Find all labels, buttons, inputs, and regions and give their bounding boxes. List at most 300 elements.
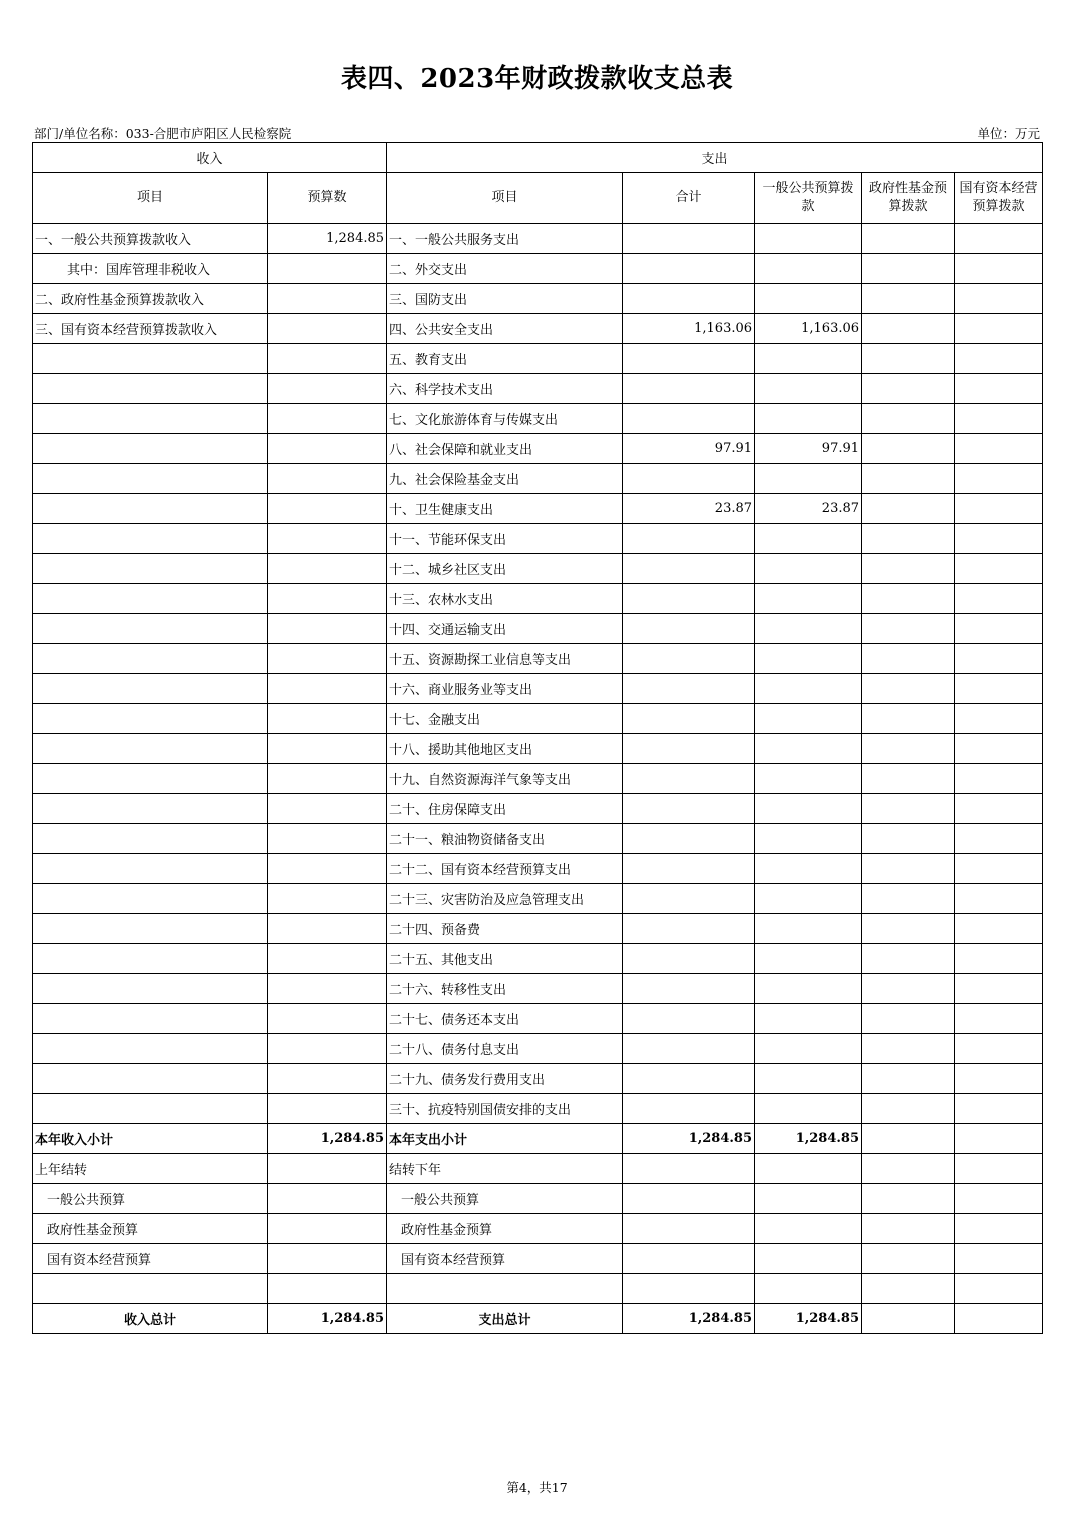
expense-item-header: 项目	[387, 173, 623, 224]
total-cell: 97.91	[623, 434, 755, 464]
carryover-gp-value	[755, 1214, 862, 1244]
income-value-cell	[268, 494, 387, 524]
income-value-cell	[268, 584, 387, 614]
state-capital-cell	[955, 614, 1043, 644]
state-capital-cell	[955, 644, 1043, 674]
income-item-cell	[33, 974, 268, 1004]
table-row	[33, 644, 1043, 674]
income-value-cell	[268, 674, 387, 704]
carryover-sc-value	[955, 1214, 1043, 1244]
total-cell	[623, 1034, 755, 1064]
income-item-cell	[33, 584, 268, 614]
gov-fund-cell	[862, 764, 955, 794]
income-item-cell	[33, 404, 268, 434]
general-public-cell	[755, 854, 862, 884]
table-row	[33, 734, 1043, 764]
general-public-cell	[755, 1004, 862, 1034]
total-cell	[623, 644, 755, 674]
income-item-cell	[33, 644, 268, 674]
table-row	[33, 854, 1043, 884]
expense-item-cell: 四、公共安全支出	[387, 314, 623, 344]
carryover-gp-value	[755, 1154, 862, 1184]
state-capital-cell	[955, 884, 1043, 914]
gov-fund-grand-total-value	[862, 1304, 955, 1334]
income-item-cell	[33, 794, 268, 824]
general-public-grand-total-value: 1,284.85	[755, 1304, 862, 1334]
general-public-cell	[755, 1064, 862, 1094]
general-public-cell	[755, 824, 862, 854]
table-row	[33, 404, 1043, 434]
income-item-cell	[33, 1034, 268, 1064]
total-cell	[623, 884, 755, 914]
state-capital-cell	[955, 1094, 1043, 1124]
carryover-income-label: 一般公共预算	[33, 1184, 268, 1214]
state-capital-cell	[955, 464, 1043, 494]
income-value-cell	[268, 464, 387, 494]
expense-item-cell: 十八、援助其他地区支出	[387, 734, 623, 764]
expense-item-cell: 十二、城乡社区支出	[387, 554, 623, 584]
gov-fund-cell	[862, 944, 955, 974]
state-capital-cell	[955, 854, 1043, 884]
table-row	[33, 224, 1043, 254]
general-public-cell	[755, 344, 862, 374]
blank-cell	[268, 1274, 387, 1304]
income-value-cell	[268, 614, 387, 644]
carry-row	[33, 1244, 1043, 1274]
total-cell	[623, 524, 755, 554]
table-row	[33, 1094, 1043, 1124]
income-grand-total-value: 1,284.85	[268, 1304, 387, 1334]
state-capital-cell	[955, 824, 1043, 854]
state-capital-cell	[955, 314, 1043, 344]
gov-fund-cell	[862, 614, 955, 644]
income-budget-header: 预算数	[268, 173, 387, 224]
state-capital-cell	[955, 284, 1043, 314]
total-cell	[623, 344, 755, 374]
carryover-income-label: 上年结转	[33, 1154, 268, 1184]
general-public-cell	[755, 284, 862, 314]
carryover-total-value	[623, 1214, 755, 1244]
income-value-cell	[268, 1094, 387, 1124]
state-capital-cell	[955, 674, 1043, 704]
expense-item-cell: 二十六、转移性支出	[387, 974, 623, 1004]
blank-cell	[33, 1274, 268, 1304]
gov-fund-cell	[862, 404, 955, 434]
general-public-cell	[755, 404, 862, 434]
income-item-cell	[33, 1094, 268, 1124]
total-cell	[623, 554, 755, 584]
gov-fund-cell	[862, 524, 955, 554]
gov-fund-cell	[862, 884, 955, 914]
expense-item-cell: 二十九、债务发行费用支出	[387, 1064, 623, 1094]
carryover-sc-value	[955, 1244, 1043, 1274]
expense-item-cell: 三、国防支出	[387, 284, 623, 314]
state-capital-cell	[955, 794, 1043, 824]
gov-fund-cell	[862, 464, 955, 494]
expense-item-cell: 十六、商业服务业等支出	[387, 674, 623, 704]
gov-fund-cell	[862, 344, 955, 374]
general-public-cell	[755, 1094, 862, 1124]
income-value-cell	[268, 854, 387, 884]
income-item-cell	[33, 674, 268, 704]
income-item-header: 项目	[33, 173, 268, 224]
income-item-cell	[33, 524, 268, 554]
page-title: 表四、2023年财政拨款收支总表	[340, 64, 734, 94]
table-row	[33, 1064, 1043, 1094]
state-capital-cell	[955, 434, 1043, 464]
gov-fund-cell	[862, 1004, 955, 1034]
carry-row	[33, 1184, 1043, 1214]
expense-item-cell: 十七、金融支出	[387, 704, 623, 734]
unit-label: 单位：万元	[977, 126, 1040, 141]
carryover-gf-value	[862, 1244, 955, 1274]
carryover-expense-label: 结转下年	[387, 1154, 623, 1184]
total-cell	[623, 284, 755, 314]
income-item-cell	[33, 704, 268, 734]
carryover-gf-value	[862, 1214, 955, 1244]
blank-cell	[755, 1274, 862, 1304]
table-row	[33, 1034, 1043, 1064]
general-public-cell	[755, 734, 862, 764]
carryover-income-value	[268, 1184, 387, 1214]
gov-fund-cell	[862, 554, 955, 584]
income-item-cell: 一、一般公共预算拨款收入	[33, 224, 268, 254]
total-cell	[623, 1094, 755, 1124]
total-grand-total-value: 1,284.85	[623, 1304, 755, 1334]
blank-row	[33, 1274, 1043, 1304]
income-subtotal-label: 本年收入小计	[33, 1124, 268, 1154]
income-value-cell	[268, 824, 387, 854]
carryover-income-label: 国有资本经营预算	[33, 1244, 268, 1274]
expense-item-cell: 二十五、其他支出	[387, 944, 623, 974]
expense-item-cell: 二十、住房保障支出	[387, 794, 623, 824]
income-value-cell	[268, 884, 387, 914]
table-row	[33, 1004, 1043, 1034]
expense-item-cell: 三十、抗疫特别国债安排的支出	[387, 1094, 623, 1124]
state-capital-cell	[955, 1064, 1043, 1094]
income-item-cell	[33, 944, 268, 974]
expense-item-cell: 八、社会保障和就业支出	[387, 434, 623, 464]
total-cell	[623, 824, 755, 854]
state-capital-cell	[955, 344, 1043, 374]
blank-cell	[623, 1274, 755, 1304]
state-capital-cell	[955, 914, 1043, 944]
total-cell	[623, 1004, 755, 1034]
total-cell	[623, 764, 755, 794]
table-row	[33, 674, 1043, 704]
general-public-cell	[755, 254, 862, 284]
total-cell	[623, 584, 755, 614]
carryover-income-value	[268, 1214, 387, 1244]
table-row	[33, 314, 1043, 344]
total-cell: 23.87	[623, 494, 755, 524]
expense-item-cell: 二十一、粮油物资储备支出	[387, 824, 623, 854]
state-capital-cell	[955, 404, 1043, 434]
carry-row	[33, 1214, 1043, 1244]
general-public-cell	[755, 584, 862, 614]
state-capital-cell	[955, 584, 1043, 614]
header-row-1	[33, 143, 1043, 173]
grand-total-row	[33, 1304, 1043, 1334]
general-public-header: 一般公共预算拨款	[755, 173, 862, 224]
income-value-cell	[268, 554, 387, 584]
total-cell	[623, 704, 755, 734]
income-value-cell	[268, 314, 387, 344]
expense-item-cell: 七、文化旅游体育与传媒支出	[387, 404, 623, 434]
table-row	[33, 554, 1043, 584]
carryover-income-value	[268, 1154, 387, 1184]
income-item-cell	[33, 1004, 268, 1034]
income-value-cell	[268, 404, 387, 434]
total-cell	[623, 224, 755, 254]
general-public-cell	[755, 374, 862, 404]
income-item-cell	[33, 1064, 268, 1094]
state-capital-cell	[955, 764, 1043, 794]
state-capital-cell	[955, 734, 1043, 764]
total-cell	[623, 1064, 755, 1094]
total-cell	[623, 464, 755, 494]
gov-fund-cell	[862, 314, 955, 344]
carryover-income-label: 政府性基金预算	[33, 1214, 268, 1244]
income-item-cell	[33, 554, 268, 584]
table-row	[33, 464, 1043, 494]
carryover-total-value	[623, 1154, 755, 1184]
expense-item-cell: 十九、自然资源海洋气象等支出	[387, 764, 623, 794]
income-item-cell	[33, 914, 268, 944]
state-capital-cell	[955, 944, 1043, 974]
income-item-cell	[33, 344, 268, 374]
income-item-cell	[33, 764, 268, 794]
gov-fund-cell	[862, 824, 955, 854]
state-capital-cell	[955, 254, 1043, 284]
expense-item-cell: 二十三、灾害防治及应急管理支出	[387, 884, 623, 914]
gov-fund-cell	[862, 644, 955, 674]
general-public-cell	[755, 524, 862, 554]
general-public-cell	[755, 704, 862, 734]
expense-item-cell: 二十八、债务付息支出	[387, 1034, 623, 1064]
table-row	[33, 824, 1043, 854]
subtotal-row	[33, 1124, 1043, 1154]
budget-table	[32, 142, 1043, 1334]
carryover-total-value	[623, 1184, 755, 1214]
total-cell	[623, 614, 755, 644]
state-capital-subtotal-value	[955, 1124, 1043, 1154]
expense-item-cell: 十一、节能环保支出	[387, 524, 623, 554]
state-capital-cell	[955, 1034, 1043, 1064]
expense-item-cell: 一、一般公共服务支出	[387, 224, 623, 254]
income-item-cell	[33, 734, 268, 764]
general-public-subtotal-value: 1,284.85	[755, 1124, 862, 1154]
gov-fund-cell	[862, 674, 955, 704]
total-cell	[623, 974, 755, 1004]
income-value-cell	[268, 974, 387, 1004]
carryover-total-value	[623, 1244, 755, 1274]
state-capital-cell	[955, 554, 1043, 584]
state-capital-grand-total-value	[955, 1304, 1043, 1334]
carryover-income-value	[268, 1244, 387, 1274]
gov-fund-cell	[862, 914, 955, 944]
income-item-cell: 二、政府性基金预算拨款收入	[33, 284, 268, 314]
expense-item-cell: 二十四、预备费	[387, 914, 623, 944]
general-public-cell	[755, 1034, 862, 1064]
table-row	[33, 434, 1043, 464]
expense-item-cell: 十四、交通运输支出	[387, 614, 623, 644]
state-capital-cell	[955, 374, 1043, 404]
expense-item-cell: 十三、农林水支出	[387, 584, 623, 614]
carryover-gp-value	[755, 1184, 862, 1214]
expense-grand-total-label: 支出总计	[387, 1304, 623, 1334]
general-public-cell	[755, 224, 862, 254]
general-public-cell	[755, 974, 862, 1004]
income-value-cell	[268, 704, 387, 734]
income-item-cell	[33, 614, 268, 644]
total-cell	[623, 944, 755, 974]
gov-fund-header: 政府性基金预算拨款	[862, 173, 955, 224]
total-cell	[623, 374, 755, 404]
income-value-cell	[268, 734, 387, 764]
general-public-cell	[755, 764, 862, 794]
state-capital-header: 国有资本经营预算拨款	[955, 173, 1043, 224]
income-value-cell	[268, 344, 387, 374]
income-item-cell: 其中：国库管理非税收入	[33, 254, 268, 284]
income-grand-total-label: 收入总计	[33, 1304, 268, 1334]
gov-fund-cell	[862, 1094, 955, 1124]
gov-fund-cell	[862, 704, 955, 734]
gov-fund-cell	[862, 494, 955, 524]
carryover-gf-value	[862, 1154, 955, 1184]
income-value-cell	[268, 524, 387, 554]
general-public-cell	[755, 614, 862, 644]
gov-fund-subtotal-value	[862, 1124, 955, 1154]
blank-cell	[387, 1274, 623, 1304]
expense-item-cell: 九、社会保险基金支出	[387, 464, 623, 494]
gov-fund-cell	[862, 374, 955, 404]
blank-cell	[955, 1274, 1043, 1304]
carryover-expense-label: 一般公共预算	[387, 1184, 623, 1214]
total-cell	[623, 734, 755, 764]
income-value-cell	[268, 374, 387, 404]
expense-item-cell: 二、外交支出	[387, 254, 623, 284]
table-row	[33, 284, 1043, 314]
table-row	[33, 584, 1043, 614]
general-public-cell	[755, 914, 862, 944]
income-header: 收入	[33, 143, 387, 173]
expense-item-cell: 二十七、债务还本支出	[387, 1004, 623, 1034]
income-item-cell	[33, 884, 268, 914]
income-value-cell	[268, 914, 387, 944]
table-row	[33, 704, 1043, 734]
income-value-cell	[268, 1064, 387, 1094]
state-capital-cell	[955, 224, 1043, 254]
income-value-cell	[268, 944, 387, 974]
total-cell: 1,163.06	[623, 314, 755, 344]
total-cell	[623, 254, 755, 284]
table-row	[33, 494, 1043, 524]
page-footer: 第4，共17	[506, 1480, 568, 1495]
total-cell	[623, 404, 755, 434]
expense-item-cell: 十五、资源勘探工业信息等支出	[387, 644, 623, 674]
expense-item-cell: 二十二、国有资本经营预算支出	[387, 854, 623, 884]
state-capital-cell	[955, 704, 1043, 734]
expense-item-cell: 十、卫生健康支出	[387, 494, 623, 524]
blank-cell	[862, 1274, 955, 1304]
income-subtotal-value: 1,284.85	[268, 1124, 387, 1154]
carryover-sc-value	[955, 1184, 1043, 1214]
header-row-2	[33, 173, 1043, 224]
table-row	[33, 524, 1043, 554]
table-row	[33, 794, 1043, 824]
general-public-cell: 23.87	[755, 494, 862, 524]
gov-fund-cell	[862, 224, 955, 254]
gov-fund-cell	[862, 584, 955, 614]
gov-fund-cell	[862, 854, 955, 884]
general-public-cell	[755, 944, 862, 974]
income-item-cell	[33, 434, 268, 464]
state-capital-cell	[955, 974, 1043, 1004]
income-value-cell: 1,284.85	[268, 224, 387, 254]
table-row	[33, 374, 1043, 404]
table-row	[33, 884, 1043, 914]
general-public-cell	[755, 644, 862, 674]
carryover-gf-value	[862, 1184, 955, 1214]
gov-fund-cell	[862, 284, 955, 314]
income-value-cell	[268, 764, 387, 794]
total-subtotal-value: 1,284.85	[623, 1124, 755, 1154]
income-item-cell	[33, 854, 268, 884]
carryover-gp-value	[755, 1244, 862, 1274]
gov-fund-cell	[862, 974, 955, 1004]
carryover-expense-label: 国有资本经营预算	[387, 1244, 623, 1274]
expense-item-cell: 六、科学技术支出	[387, 374, 623, 404]
total-header: 合计	[623, 173, 755, 224]
income-item-cell: 三、国有资本经营预算拨款收入	[33, 314, 268, 344]
table-row	[33, 344, 1043, 374]
state-capital-cell	[955, 494, 1043, 524]
income-value-cell	[268, 254, 387, 284]
table-row	[33, 944, 1043, 974]
income-item-cell	[33, 824, 268, 854]
general-public-cell	[755, 554, 862, 584]
carry-row	[33, 1154, 1043, 1184]
gov-fund-cell	[862, 794, 955, 824]
total-cell	[623, 794, 755, 824]
gov-fund-cell	[862, 434, 955, 464]
table-row	[33, 764, 1043, 794]
state-capital-cell	[955, 524, 1043, 554]
state-capital-cell	[955, 1004, 1043, 1034]
general-public-cell	[755, 794, 862, 824]
table-row	[33, 914, 1043, 944]
income-item-cell	[33, 374, 268, 404]
general-public-cell	[755, 464, 862, 494]
income-value-cell	[268, 644, 387, 674]
total-cell	[623, 674, 755, 704]
general-public-cell	[755, 884, 862, 914]
income-value-cell	[268, 1004, 387, 1034]
income-value-cell	[268, 794, 387, 824]
carryover-expense-label: 政府性基金预算	[387, 1214, 623, 1244]
income-value-cell	[268, 1034, 387, 1064]
total-cell	[623, 854, 755, 884]
general-public-cell: 97.91	[755, 434, 862, 464]
total-cell	[623, 914, 755, 944]
gov-fund-cell	[862, 734, 955, 764]
general-public-cell	[755, 674, 862, 704]
expense-subtotal-label: 本年支出小计	[387, 1124, 623, 1154]
expense-item-cell: 五、教育支出	[387, 344, 623, 374]
income-value-cell	[268, 434, 387, 464]
income-item-cell	[33, 464, 268, 494]
